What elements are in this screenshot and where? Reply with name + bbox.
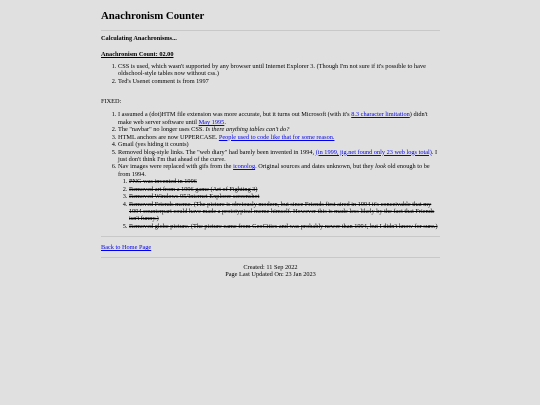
struck-item-friends: 4. Removed Friends meme. (The picture is obviously modern, but since Friends first aired in 1994 it's conceivable that my 1994 counterpart could have made a prototypical meme himself. However this is made less likely by the fact that Friends isn't funny.) xyxy=(129,201,440,223)
struck-list xyxy=(118,178,440,230)
link-iconolog[interactable]: iconolog xyxy=(233,163,256,171)
link-jig-net-web-logs[interactable]: (in 1999, jig.net found only 23 web logs total) xyxy=(315,148,432,156)
fixed-list xyxy=(101,111,440,230)
fixed-item-nav-text-b: . Original sources and dates unknown, but they xyxy=(255,163,376,171)
fixed-item-blog-links xyxy=(118,149,440,164)
fixed-item-nav-images xyxy=(118,163,440,230)
fixed-item-nav-text-a: Nav images were replaced with gifs from the xyxy=(118,163,234,171)
fixed-item-htm-text-a: I assumed a (dot)HTM file extension was more accurate, but it turns out Microsoft (with it's xyxy=(118,111,352,119)
fixed-item-nav-emphasis: look xyxy=(375,163,386,171)
page-title: Anachronism Counter xyxy=(101,10,205,22)
counted-list xyxy=(101,63,440,85)
fixed-item-blog-text-a: Removed blog-style links. The "web diary" had barely been invented in 1994, xyxy=(118,148,316,156)
counted-item-usenet: 2. Ted's Usenet comment is from 1997 xyxy=(118,78,440,85)
created-date: Created: 11 Sep 2022 xyxy=(243,263,298,271)
calculating-heading: Calculating Anachronisms... xyxy=(101,34,177,42)
list-divider xyxy=(101,236,440,237)
fixed-heading: FIXED: xyxy=(101,98,122,106)
fixed-item-blog-text-b: . I just don't think I'm that ahead of the curve. xyxy=(118,148,438,164)
fixed-item-htm-text-b: ) didn't make web server software until xyxy=(118,111,428,126)
link-people-used-to-code[interactable]: People used to code like that for some reason. xyxy=(218,133,335,141)
link-8-3-limitation[interactable]: 8.3 character limitation xyxy=(351,111,410,119)
counted-item-css: 1. CSS is used, which wasn't supported by any browser until Internet Explorer 3. (Though I'm not sure if it's possible to have oldschool-style tables now without css.) xyxy=(118,63,440,78)
struck-item-png: 1. PNG was invented in 1996 xyxy=(129,178,440,185)
anachronism-count: Anachronism Count: 02.00 xyxy=(101,51,174,59)
fixed-item-htm-text-c: . xyxy=(224,118,226,126)
last-updated-date: Page Last Updated On: 23 Jan 2023 xyxy=(225,271,316,279)
back-to-home-link[interactable]: Back to Home Page xyxy=(101,244,152,252)
footer xyxy=(101,264,440,279)
fixed-item-gmail: 4. Gmail (yes hiding it counts) xyxy=(118,141,440,148)
back-link-row xyxy=(101,244,440,251)
fixed-item-nav-text-c: old enough to be from 1994. xyxy=(118,163,430,178)
fixed-item-htm xyxy=(118,111,440,126)
fixed-item-navbar-text: The "navbar" no longer uses CSS. xyxy=(118,126,206,134)
link-may-1995[interactable]: May 1995 xyxy=(198,118,225,126)
title-divider xyxy=(101,30,440,31)
fixed-item-uppercase xyxy=(118,134,440,141)
page-content xyxy=(101,10,440,279)
struck-item-windows: 3. Removed Windows 95/Internet Explorer screenshot xyxy=(129,193,440,200)
struck-item-globe: 5. Removed globe picture. (The picture came from GeoCities and was probably newer than 1994, but I didn't know for sure.) xyxy=(129,223,440,230)
fixed-item-navbar-emphasis: Is there anything tables can't do? xyxy=(205,126,290,134)
fixed-item-uppercase-text: HTML anchors are now UPPERCASE. xyxy=(118,133,219,141)
fixed-item-navbar xyxy=(118,126,440,133)
struck-item-art: 2. Removed art from a 1996 game (Art of Fighting 3) xyxy=(129,186,440,193)
footer-divider xyxy=(101,257,440,258)
